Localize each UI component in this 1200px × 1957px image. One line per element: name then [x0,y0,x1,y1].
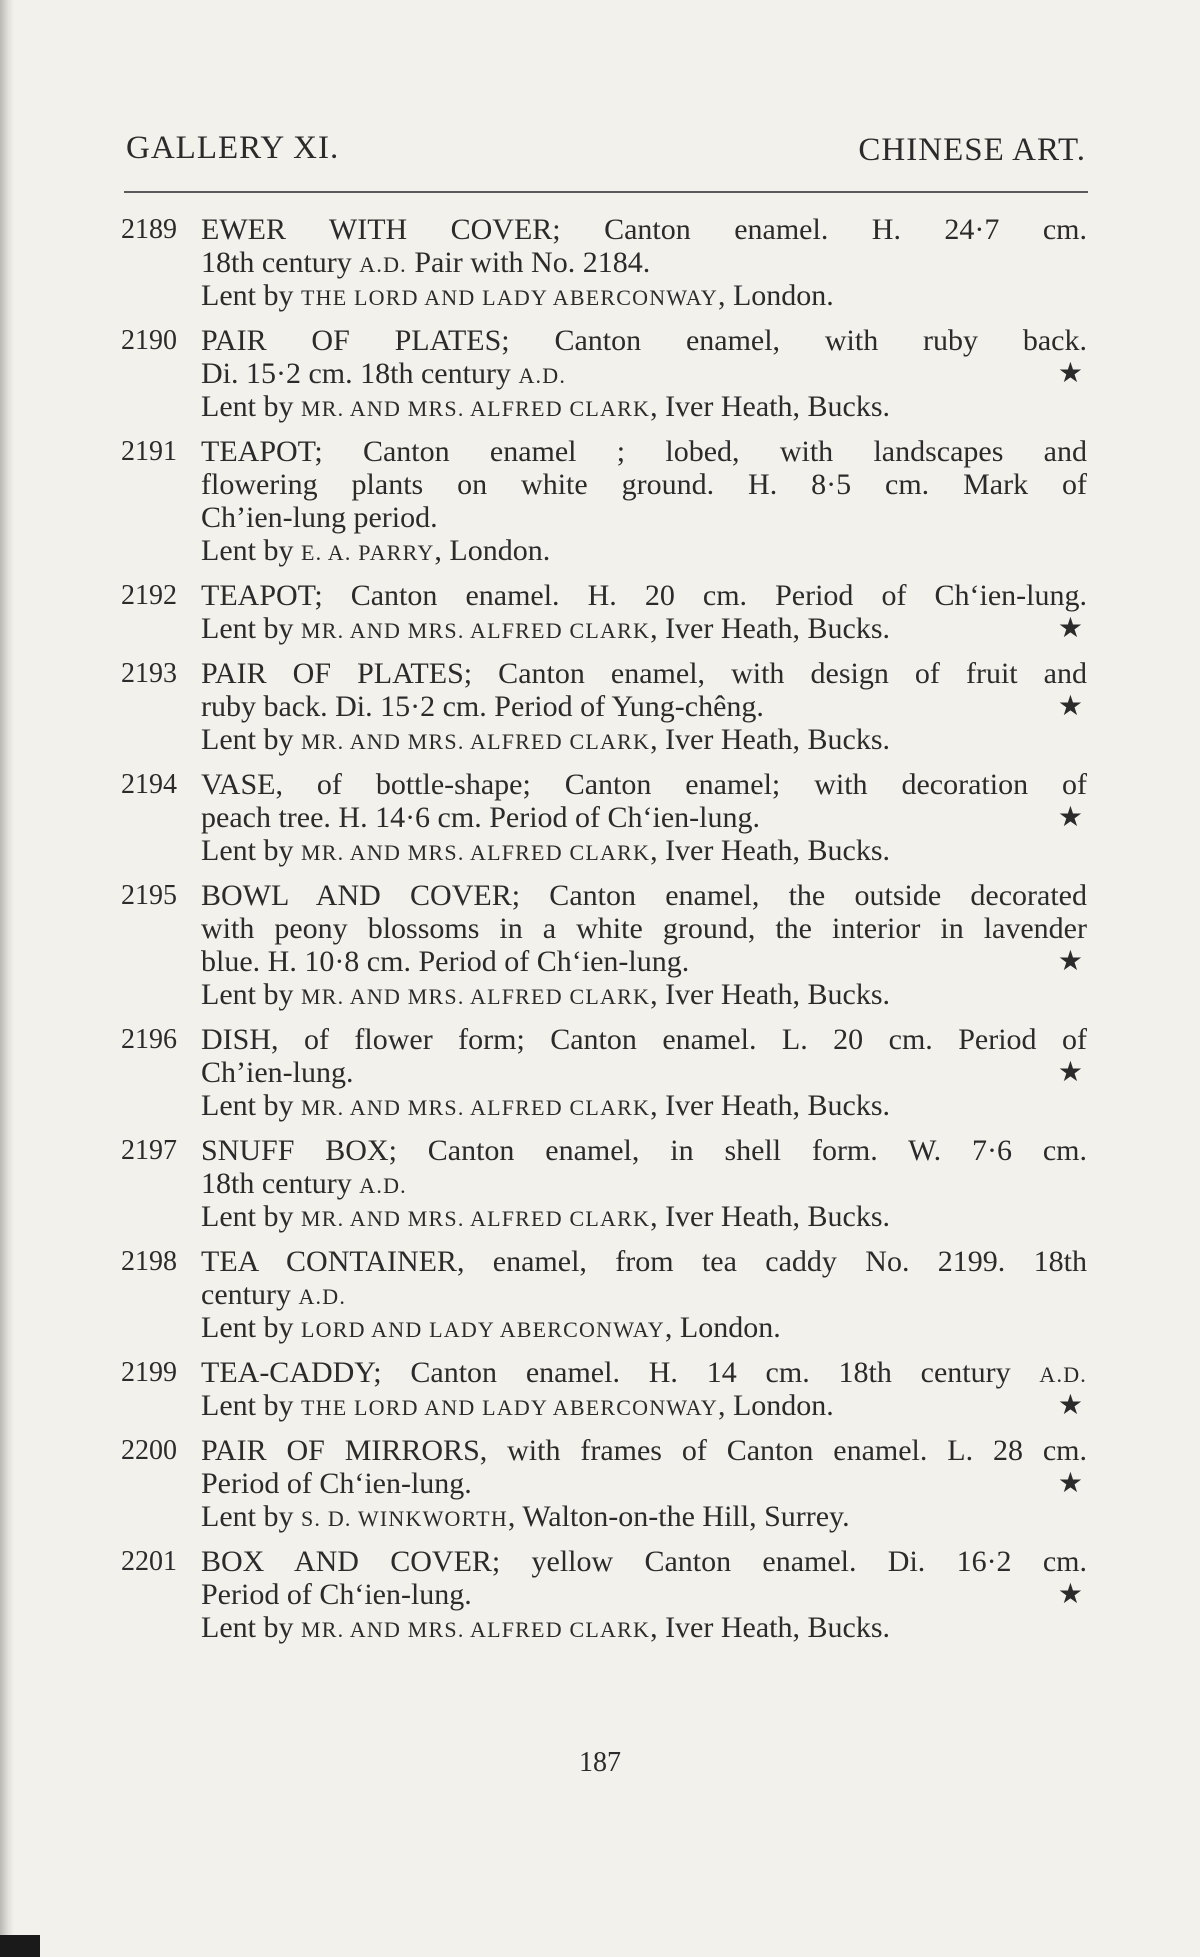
entry-line [201,1389,1087,1422]
catalogue-entry [0,1356,1200,1422]
entry-number: 2199 [121,1357,177,1388]
entry-line-text: , Iver Heath, Bucks. [650,390,890,423]
star-icon: ★ [1057,691,1083,722]
catalogue-entry [0,579,1200,645]
small-caps-text: THE LORD AND LADY ABERCONWAY [300,1395,718,1420]
entry-line-text: TEAPOT; Canton enamel. H. 20 cm. Period of Ch‘ien-lung. [201,579,1087,612]
small-caps-text: S. D. WINKWORTH [300,1506,508,1531]
star-icon: ★ [1057,613,1083,644]
entry-line-text: , Iver Heath, Bucks. [650,834,890,867]
entry-line-text: , London. [434,534,551,567]
small-caps-text: A.D. [359,1173,407,1198]
entry-line-text: 18th century [201,246,360,279]
entry-number: 2194 [121,769,177,800]
small-caps-text: THE LORD AND LADY ABERCONWAY [300,285,718,310]
small-caps-text: A.D. [1039,1362,1087,1387]
entry-line [201,1434,1087,1467]
entry-line [201,357,1087,390]
entry-line [201,945,1087,978]
entry-number: 2192 [121,580,177,611]
entry-number: 2189 [121,214,177,245]
catalogue-entry [0,879,1200,1011]
header-rule [124,191,1088,193]
entry-number: 2196 [121,1024,177,1055]
entry-description [201,1134,1087,1233]
small-caps-text: E. A. PARRY [300,540,435,565]
small-caps-text: A.D. [518,363,567,388]
entry-line-text: , Iver Heath, Bucks. [650,723,890,756]
entry-line-text: PAIR OF MIRRORS, with frames of Canton enamel. L. 28 cm. [201,1434,1087,1467]
entry-line-text: , Iver Heath, Bucks. [650,978,890,1011]
entry-line-text: Lent by [201,1389,301,1422]
entry-line-text: Ch’ien-lung period. [201,501,438,534]
entry-line-text: Lent by [201,1500,301,1533]
entry-line-text: blue. H. 10·8 cm. Period of Ch‘ien-lung. [201,945,690,978]
small-caps-text: MR. AND MRS. ALFRED CLARK [300,729,651,754]
entry-number: 2200 [121,1435,177,1466]
catalogue-entry [0,1134,1200,1233]
entry-line-text: , London. [717,1389,834,1422]
small-caps-text: MR. AND MRS. ALFRED CLARK [300,840,651,865]
entry-description [201,879,1087,1011]
entry-line-text: Period of Ch‘ien-lung. [201,1578,472,1611]
star-icon: ★ [1057,946,1083,977]
entry-number: 2201 [121,1546,177,1577]
running-header [126,130,1086,175]
catalogue-entry [0,1434,1200,1533]
entry-line [201,723,1087,756]
entry-line-text: , Iver Heath, Bucks. [650,1089,890,1122]
entry-description [201,324,1087,423]
entry-line [201,1356,1087,1389]
entry-line-text: Pair with No. 2184. [406,246,651,279]
entry-line [201,612,1087,645]
entry-line [201,1278,1087,1311]
entry-line-text: Lent by [201,390,301,423]
entry-line-text: PAIR OF PLATES; Canton enamel, with ruby back. [201,324,1087,357]
entry-line-text: Lent by [201,1611,301,1644]
catalogue-entry [0,435,1200,567]
entry-description [201,1023,1087,1122]
catalogue-entry [0,324,1200,423]
entry-line-text: EWER WITH COVER; Canton enamel. H. 24·7 cm. [201,213,1087,246]
entry-number: 2191 [121,436,177,467]
small-caps-text: MR. AND MRS. ALFRED CLARK [300,618,651,643]
entry-line-text: BOX AND COVER; yellow Canton enamel. Di. 16·2 cm. [201,1545,1087,1578]
entry-line [201,1245,1087,1278]
entry-line-text: Lent by [201,1311,301,1344]
star-icon: ★ [1057,1579,1083,1610]
entry-line [201,1023,1087,1056]
catalogue-entry [0,1245,1200,1344]
small-caps-text: MR. AND MRS. ALFRED CLARK [300,1095,651,1120]
entry-line [201,1611,1087,1644]
entry-line-text: peach tree. H. 14·6 cm. Period of Ch‘ien-lung. [201,801,760,834]
entry-line [201,435,1087,468]
entry-line [201,1545,1087,1578]
entry-number: 2193 [121,658,177,689]
small-caps-text: MR. AND MRS. ALFRED CLARK [300,1617,651,1642]
entry-line [201,1089,1087,1122]
entry-line [201,501,1087,534]
entry-line [201,213,1087,246]
entry-line [201,324,1087,357]
entry-number: 2197 [121,1135,177,1166]
catalogue-entries [0,213,1200,1656]
page-number: 187 [579,1747,621,1778]
entry-line [201,768,1087,801]
entry-line-text: Lent by [201,723,301,756]
entry-line-text: VASE, of bottle-shape; Canton enamel; with decoration of [201,768,1087,801]
header-section: CHINESE ART. [858,132,1086,168]
entry-line [201,879,1087,912]
star-icon: ★ [1057,1057,1083,1088]
entry-line [201,279,1087,312]
entry-line-text: PAIR OF PLATES; Canton enamel, with design of fruit and [201,657,1087,690]
entry-line [201,579,1087,612]
entry-line [201,246,1087,279]
entry-description [201,1434,1087,1533]
catalogue-entry [0,1023,1200,1122]
star-icon: ★ [1057,802,1083,833]
entry-line-text: DISH, of flower form; Canton enamel. L. 20 cm. Period of [201,1023,1087,1056]
entry-description [201,435,1087,567]
entry-description [201,768,1087,867]
entry-line-text: Lent by [201,1200,301,1233]
entry-line-text: BOWL AND COVER; Canton enamel, the outside decorated [201,879,1087,912]
entry-number: 2190 [121,325,177,356]
entry-line-text: TEA-CADDY; Canton enamel. H. 14 cm. 18th century [201,1356,1040,1389]
small-caps-text: A.D. [359,252,407,277]
entry-line [201,978,1087,1011]
entry-line [201,912,1087,945]
star-icon: ★ [1057,358,1083,389]
star-icon: ★ [1057,1390,1083,1421]
entry-line [201,390,1087,423]
entry-line [201,1311,1087,1344]
entry-line [201,657,1087,690]
entry-line-text: Lent by [201,978,301,1011]
catalogue-entry [0,213,1200,312]
entry-line-text: Lent by [201,534,301,567]
page-corner-mark [0,1935,40,1957]
entry-description [201,213,1087,312]
entry-line-text: , Iver Heath, Bucks. [650,612,890,645]
entry-line-text: Di. 15·2 cm. 18th century [201,357,519,390]
entry-line-text: Lent by [201,279,301,312]
entry-line [201,801,1087,834]
entry-line [201,1500,1087,1533]
entry-description [201,657,1087,756]
small-caps-text: LORD AND LADY ABERCONWAY [300,1317,665,1342]
entry-line-text: Ch’ien-lung. [201,1056,354,1089]
small-caps-text: MR. AND MRS. ALFRED CLARK [300,396,651,421]
entry-line-text: with peony blossoms in a white ground, the interior in lavender [201,912,1087,945]
catalogue-entry [0,657,1200,756]
entry-line [201,1134,1087,1167]
entry-line [201,534,1087,567]
entry-description [201,1356,1087,1422]
entry-line-text: , London. [664,1311,781,1344]
entry-line [201,834,1087,867]
entry-line-text: , Walton-on-the Hill, Surrey. [507,1500,850,1533]
entry-number: 2198 [121,1246,177,1277]
entry-line [201,1167,1087,1200]
entry-line-text: , London. [717,279,834,312]
entry-line-text: flowering plants on white ground. H. 8·5 cm. Mark of [201,468,1087,501]
star-icon: ★ [1057,1468,1083,1499]
catalogue-entry [0,1545,1200,1644]
entry-line [201,468,1087,501]
entry-line-text: TEAPOT; Canton enamel ; lobed, with landscapes and [201,435,1087,468]
entry-line [201,1200,1087,1233]
entry-description [201,579,1087,645]
entry-description [201,1245,1087,1344]
entry-line-text: TEA CONTAINER, enamel, from tea caddy No. 2199. 18th [201,1245,1087,1278]
entry-number: 2195 [121,880,177,911]
small-caps-text: MR. AND MRS. ALFRED CLARK [300,1206,651,1231]
entry-line [201,1467,1087,1500]
small-caps-text: A.D. [298,1284,347,1309]
header-gallery: GALLERY XI. [126,130,340,166]
small-caps-text: MR. AND MRS. ALFRED CLARK [300,984,651,1009]
entry-line-text: 18th century [201,1167,360,1200]
entry-description [201,1545,1087,1644]
entry-line [201,1056,1087,1089]
entry-line-text: century [201,1278,299,1311]
entry-line [201,690,1087,723]
entry-line-text: Lent by [201,1089,301,1122]
entry-line-text: Period of Ch‘ien-lung. [201,1467,472,1500]
entry-line-text: SNUFF BOX; Canton enamel, in shell form. W. 7·6 cm. [201,1134,1087,1167]
catalogue-entry [0,768,1200,867]
entry-line-text: Lent by [201,612,301,645]
entry-line-text: , Iver Heath, Bucks. [650,1611,890,1644]
entry-line-text: Lent by [201,834,301,867]
entry-line [201,1578,1087,1611]
entry-line-text: ruby back. Di. 15·2 cm. Period of Yung-chêng. [201,690,764,723]
entry-line-text: , Iver Heath, Bucks. [650,1200,890,1233]
